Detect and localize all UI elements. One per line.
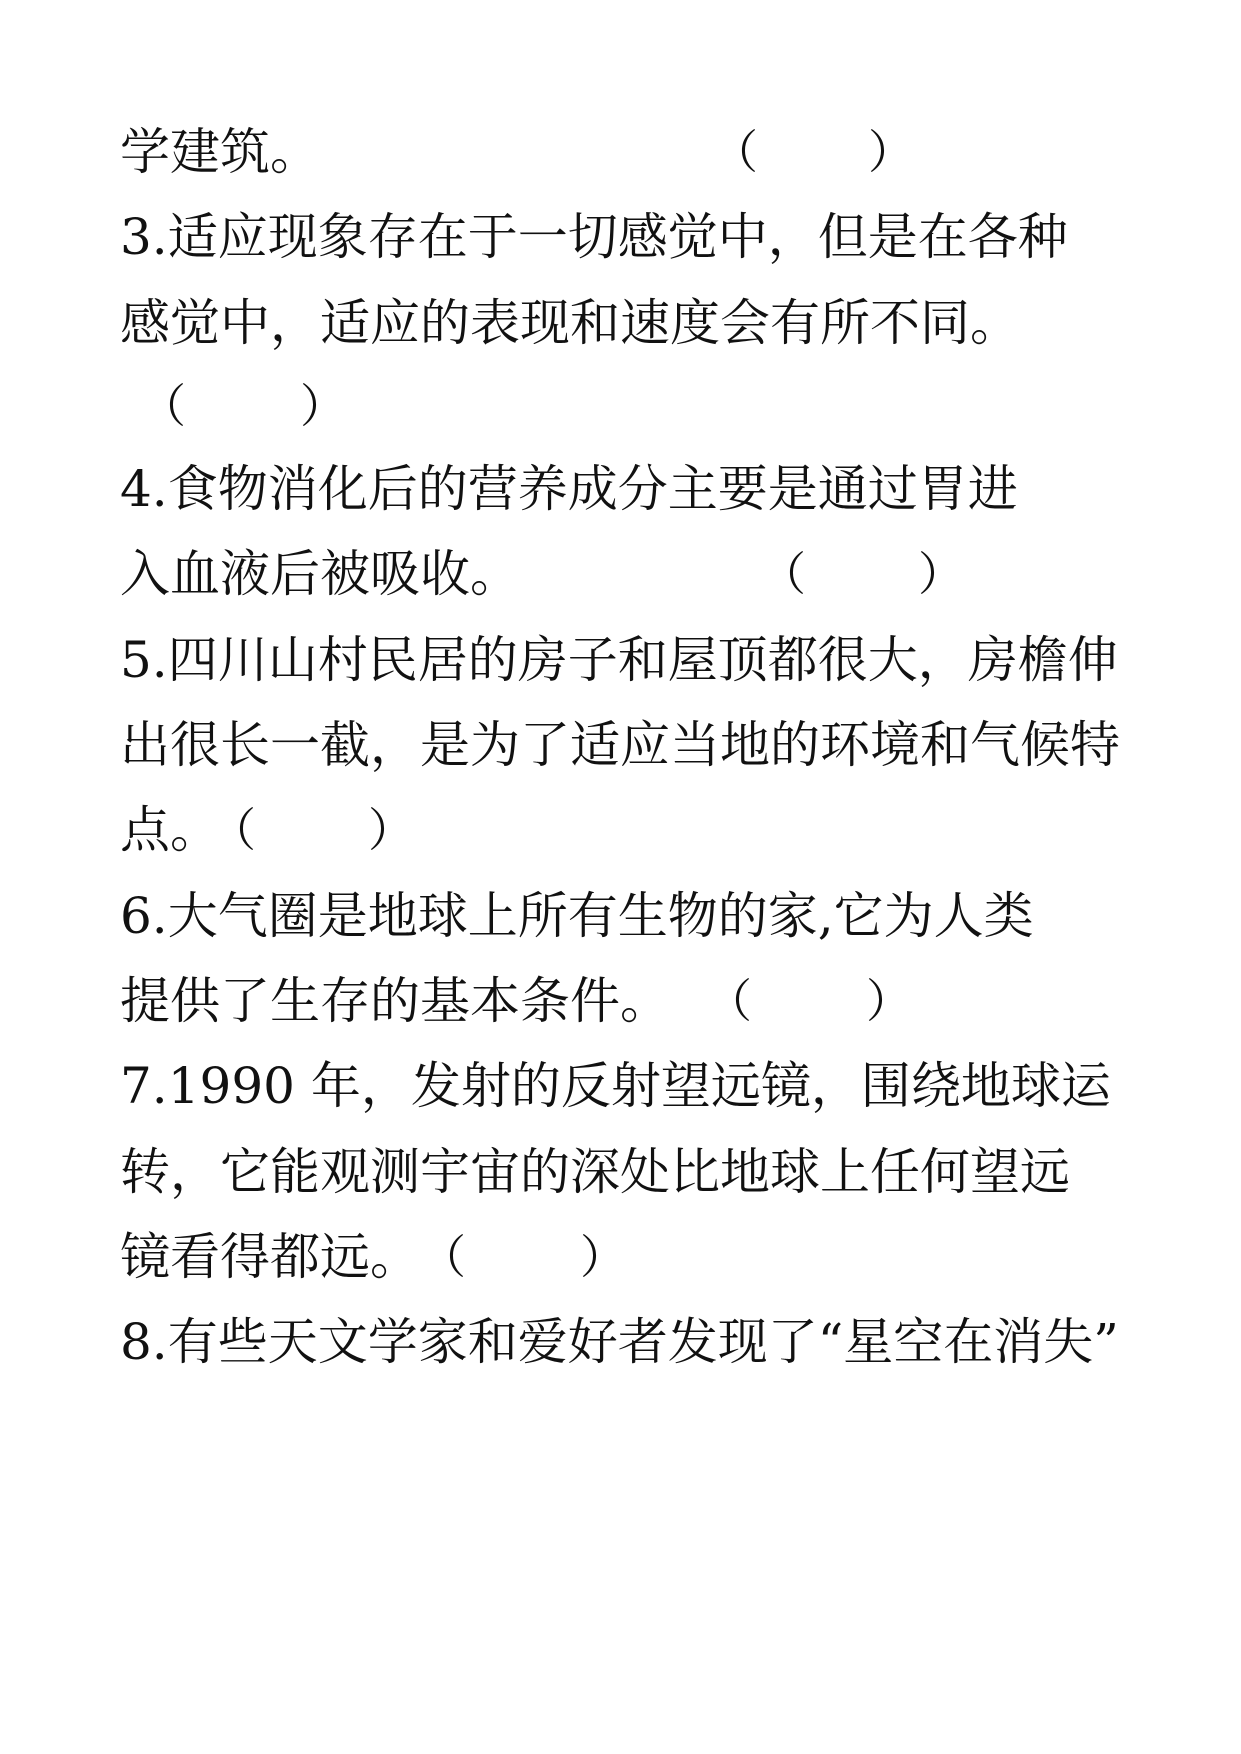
- text-line-10: 提供了生存的基本条件。: [120, 972, 670, 1030]
- answer-close-paren-5: ）: [368, 803, 414, 857]
- text-line-13: 镜看得都远。: [120, 1228, 420, 1286]
- text-line-14: 8.有些天文学家和爱好者发现了“星空在消失”: [120, 1313, 1119, 1371]
- text-line-9: 6.大气圈是地球上所有生物的家,它为人类: [120, 887, 1034, 945]
- text-line-8: 点。: [120, 801, 220, 859]
- answer-close-paren-2: ）: [868, 125, 914, 179]
- answer-open-paren-6: （: [706, 974, 752, 1028]
- text-line-1: 学建筑。: [120, 123, 320, 181]
- text-line-5: 入血液后被吸收。: [120, 545, 520, 603]
- answer-close-paren-4: ）: [918, 547, 964, 601]
- text-line-6: 5.四川山村民居的房子和屋顶都很大，房檐伸: [120, 631, 1118, 689]
- answer-open-paren-2: （: [712, 125, 758, 179]
- answer-open-paren-3: （: [140, 379, 186, 433]
- answer-close-paren-6: ）: [866, 974, 912, 1028]
- text-line-12: 转，它能观测宇宙的深处比地球上任何望远: [120, 1143, 1070, 1201]
- text-line-2: 3.适应现象存在于一切感觉中，但是在各种: [120, 208, 1068, 266]
- text-line-3: 感觉中，适应的表现和速度会有所不同。: [120, 294, 1020, 352]
- answer-close-paren-7: ）: [580, 1230, 626, 1284]
- answer-open-paren-5: （: [210, 803, 256, 857]
- text-line-11: 7.1990 年，发射的反射望远镜，围绕地球运: [120, 1057, 1111, 1115]
- text-line-7: 出很长一截，是为了适应当地的环境和气候特: [120, 716, 1120, 774]
- answer-open-paren-4: （: [760, 547, 806, 601]
- answer-open-paren-7: （: [420, 1230, 466, 1284]
- text-line-4: 4.食物消化后的营养成分主要是通过胃进: [120, 460, 1018, 518]
- answer-close-paren-3: ）: [300, 379, 346, 433]
